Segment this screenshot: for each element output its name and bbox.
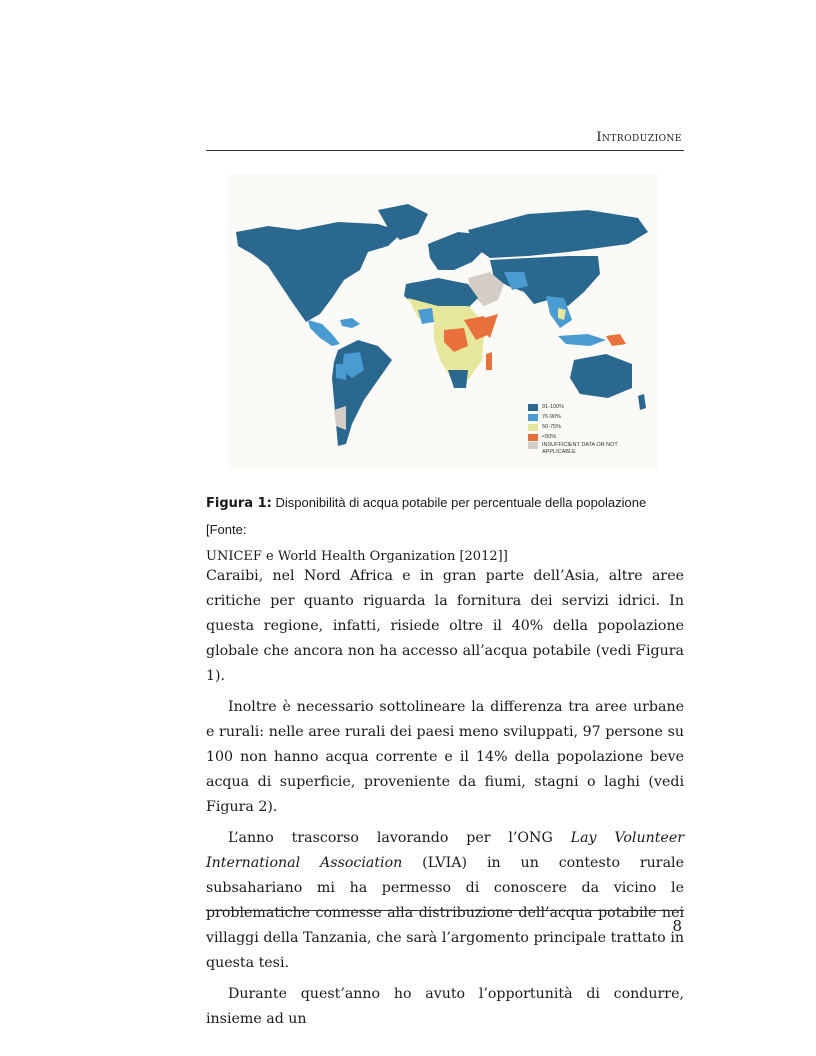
central-america-region (308, 320, 340, 346)
paragraph-text: (LVIA) in un contesto rurale subsahariano mi ha permesso di conoscere da vicino le problematiche connesse alla distribuzione dell’acqua potabile nei villaggi della Tanzania, che sarà l’argomento principale trattato in questa tesi. (206, 855, 684, 971)
legend-item (528, 422, 622, 432)
papua-subregion (606, 334, 626, 346)
caption-text-line2: UNICEF e World Health Organization [2012]] (206, 549, 508, 564)
running-header (206, 128, 684, 151)
legend-swatch-under-50 (528, 434, 538, 441)
asia-region (490, 256, 600, 306)
legend-swatch-76-90 (528, 414, 538, 421)
world-water-map-figure (228, 174, 658, 470)
legend-item (528, 412, 622, 422)
bolivia-subregion (336, 364, 346, 380)
caption-label: Figura 1: (206, 496, 272, 511)
legend-swatch-50-75 (528, 424, 538, 431)
patagonia-subregion (334, 406, 346, 430)
page-number: 8 (672, 917, 682, 935)
paragraph: Caraibi, nel Nord Africa e in gran parte dell’Asia, altre aree critiche per quanto riguarda la fornitura dei servizi idrici. In questa regione, infatti, risiede oltre il 40% della popolazione globale che ancora non ha accesso all’acqua potabile (vedi Figura 1). (206, 568, 684, 684)
indonesia-region (558, 334, 606, 346)
legend-item (528, 432, 622, 442)
legend-label: 76-90% (542, 414, 561, 420)
south-america-region (332, 340, 392, 446)
paragraph: Inoltre è necessario sottolineare la differenza tra aree urbane e rurali: nelle aree rurali dei paesi meno sviluppati, 97 persone su 100 non hanno acqua corrente e il 14% della popolazione beve acqua di superficie, proveniente da fiumi, stagni o laghi (vedi Figura 2). (206, 699, 684, 815)
new-zealand-region (638, 394, 646, 410)
legend-label: <50% (542, 434, 557, 440)
legend-swatch-insufficient (528, 442, 538, 449)
figure-caption (206, 490, 684, 570)
header-title: Introduzione (596, 130, 682, 145)
organization-name: Lay Volunteer International Association (206, 830, 684, 871)
legend-swatch-91-100 (528, 404, 538, 411)
southern-africa-subregion (448, 370, 468, 388)
west-africa-subregion (418, 308, 434, 324)
paragraph: Durante quest’anno ho avuto l’opportunità di condurre, insieme ad un (206, 986, 684, 1027)
north-america-region (236, 222, 403, 322)
paragraph-text: L’anno trascorso lavorando per l’ONG (228, 830, 571, 846)
caption-text-line1: Disponibilità di acqua potabile per percentuale della popolazione [Fonte: (206, 495, 647, 537)
body-text (206, 564, 684, 1032)
legend-label: 50-75% (542, 424, 561, 430)
caribbean-region (340, 318, 360, 328)
madagascar-subregion (486, 352, 492, 370)
australia-region (570, 354, 632, 398)
legend-item (528, 402, 622, 412)
legend-item (528, 442, 622, 456)
russia-region (468, 210, 648, 258)
page-footer (206, 910, 684, 935)
paragraph (206, 826, 684, 976)
map-legend (528, 402, 622, 456)
legend-label: INSUFFICIENT DATA OR NOT APPLICABLE (542, 442, 618, 455)
legend-label: 91-100% (542, 404, 565, 410)
